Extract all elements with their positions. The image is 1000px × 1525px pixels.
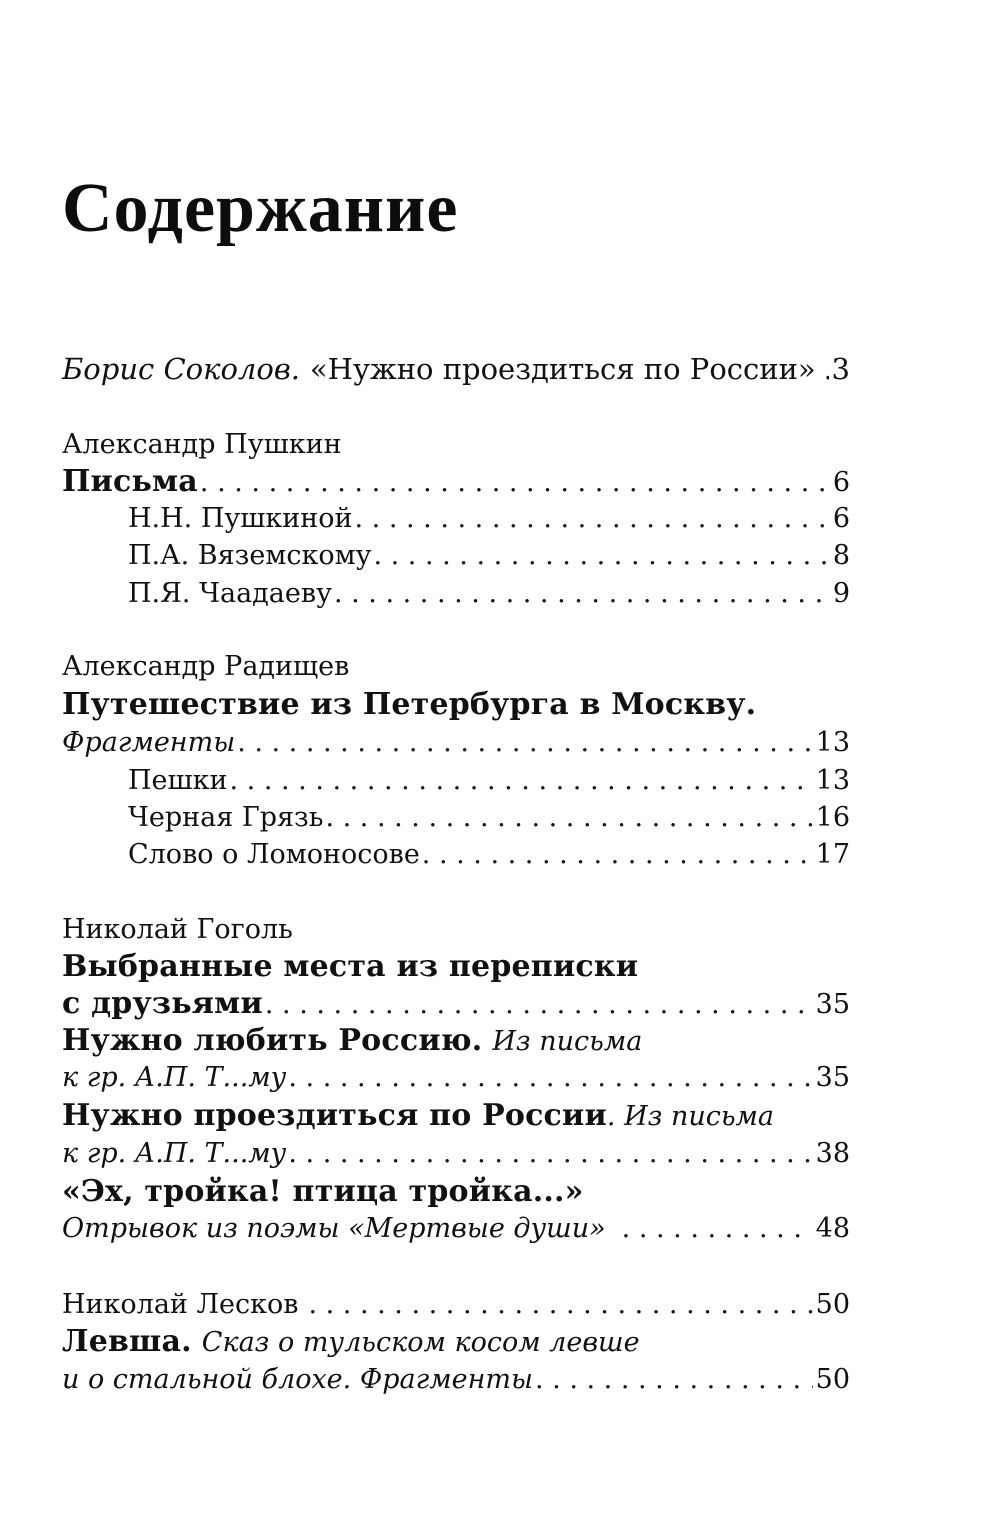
subentry-title: Н.Н. Пушкиной: [128, 503, 353, 534]
toc-entry-levsha[interactable]: [62, 1361, 850, 1399]
toc-work-journey: [62, 686, 850, 724]
page-number: 9: [832, 578, 850, 609]
toc-subentry[interactable]: [128, 500, 850, 538]
toc-author: Борис Соколов.: [62, 352, 300, 386]
page-number: 13: [815, 727, 850, 758]
toc-author-leskov[interactable]: [62, 1286, 850, 1324]
dot-leader: [824, 350, 829, 388]
subtitle: Отрывок из поэмы «Мертвые души»: [62, 1213, 606, 1244]
toc-work-levsha: [62, 1323, 850, 1361]
page-number: 50: [815, 1289, 850, 1320]
dot-leader: [288, 1059, 812, 1097]
toc-work-selected-passages: [62, 948, 850, 986]
page-title: Содержание: [62, 170, 459, 247]
toc-work-travel-russia: [62, 1097, 850, 1135]
work-title: Левша.: [62, 1324, 192, 1359]
toc-entry-fragments[interactable]: [62, 724, 850, 762]
dot-leader: [200, 464, 830, 502]
dot-leader: [355, 500, 830, 538]
page-number: 3: [831, 352, 850, 386]
work-title: Письма: [62, 464, 198, 499]
subtitle: к гр. А.П. Т...му: [62, 1138, 287, 1169]
work-title: Выбранные места из переписки: [62, 949, 639, 984]
page-number: 8: [832, 540, 850, 571]
dot-leader: [422, 836, 813, 874]
subentry-title: П.А. Вяземскому: [128, 540, 372, 571]
subtitle: Сказ о тульском косом левше: [201, 1327, 640, 1358]
toc-entry-travel-russia[interactable]: [62, 1135, 850, 1173]
dot-leader: [288, 1135, 812, 1173]
subtitle: . Из письма: [606, 1101, 775, 1132]
page-number: 48: [815, 1213, 850, 1244]
toc-subentry[interactable]: [128, 575, 850, 613]
toc-entry-intro[interactable]: [62, 350, 850, 388]
page-number: 35: [815, 989, 850, 1020]
toc-entry-troika[interactable]: [62, 1210, 850, 1248]
author-name: Николай Лесков: [62, 1289, 299, 1320]
subtitle: и о стальной блохе. Фрагменты: [62, 1364, 534, 1395]
page-number: 16: [815, 802, 850, 833]
dot-leader: [265, 986, 813, 1024]
toc-entry-letters[interactable]: [62, 463, 850, 501]
subtitle: к гр. А.П. Т...му: [62, 1062, 287, 1093]
work-title: с друзьями: [62, 986, 263, 1021]
dot-leader: [308, 1286, 812, 1324]
work-title: Нужно проездиться по России: [62, 1098, 607, 1133]
page-number: 6: [832, 467, 850, 498]
dot-leader: [325, 799, 812, 837]
page-number: 50: [815, 1364, 850, 1395]
toc-author-radishchev: [62, 648, 850, 686]
toc-author-gogol: [62, 911, 850, 949]
subentry-title: Пешки: [128, 765, 228, 796]
work-title: «Эх, тройка! птица тройка...»: [62, 1174, 584, 1209]
subentry-title: П.Я. Чаадаеву: [128, 578, 332, 609]
subtitle: Фрагменты: [62, 727, 236, 758]
toc-title: «Нужно проездиться по России»: [309, 352, 816, 386]
toc-work-troika: [62, 1173, 850, 1211]
toc-author-pushkin: [62, 426, 850, 464]
dot-leader: [622, 1210, 813, 1248]
page-number: 38: [815, 1138, 850, 1169]
subentry-title: Черная Грязь: [128, 802, 324, 833]
toc-subentry[interactable]: [128, 762, 850, 800]
dot-leader: [237, 724, 812, 762]
dot-leader: [334, 575, 830, 613]
author-name: Александр Радищев: [62, 651, 350, 682]
subtitle: Из письма: [492, 1026, 643, 1057]
page-number: 35: [815, 1062, 850, 1093]
author-name: Александр Пушкин: [62, 429, 342, 460]
dot-leader: [535, 1361, 813, 1399]
toc-subentry[interactable]: [128, 836, 850, 874]
subentry-title: Слово о Ломоносове: [128, 839, 420, 870]
page-number: 13: [815, 765, 850, 796]
toc-subentry[interactable]: [128, 799, 850, 837]
toc-work-love-russia: [62, 1022, 850, 1060]
page-number: 17: [815, 839, 850, 870]
toc-subentry[interactable]: [128, 537, 850, 575]
toc-entry-selected-passages[interactable]: [62, 985, 850, 1023]
work-title: Путешествие из Петербурга в Москву.: [62, 687, 757, 722]
dot-leader: [230, 762, 813, 800]
work-title: Нужно любить Россию.: [62, 1023, 483, 1058]
dot-leader: [373, 537, 829, 575]
toc-entry-love-russia[interactable]: [62, 1059, 850, 1097]
page-number: 6: [832, 503, 850, 534]
author-name: Николай Гоголь: [62, 914, 293, 945]
